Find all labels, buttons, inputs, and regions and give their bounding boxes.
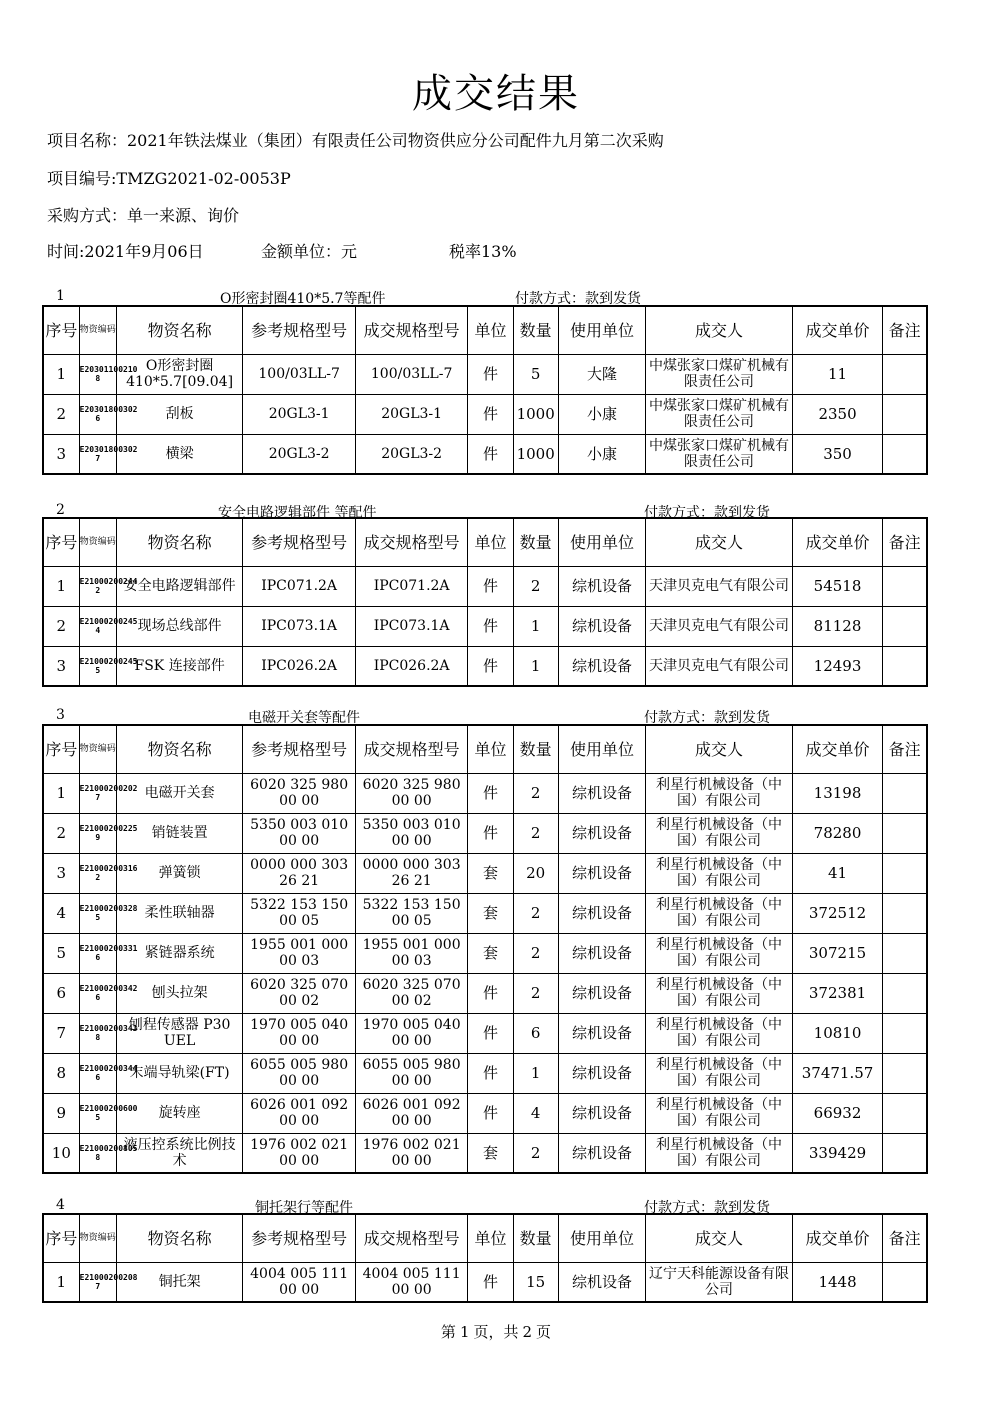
header-price: 成交单价 — [792, 306, 882, 354]
cell-name: 刮板 — [116, 394, 243, 434]
cell-user-unit: 综机设备 — [558, 853, 645, 893]
cell-name: 液压控系统比例技术 — [116, 1133, 243, 1173]
cell-unit: 件 — [468, 606, 513, 646]
cell-unit: 套 — [468, 893, 513, 933]
cell-code: E21000200342 6 — [79, 973, 116, 1013]
cell-supplier: 利星行机械设备（中国）有限公司 — [646, 973, 793, 1013]
cell-deal-spec: 100/03LL-7 — [355, 354, 468, 394]
header-deal-spec: 成交规格型号 — [355, 518, 468, 566]
cell-price: 339429 — [792, 1133, 882, 1173]
header-unit: 单位 — [468, 1214, 513, 1262]
header-name: 物资名称 — [116, 518, 243, 566]
cell-price: 37471.57 — [792, 1053, 882, 1093]
cell-qty: 1 — [513, 646, 558, 686]
header-name: 物资名称 — [116, 306, 243, 354]
header-user-unit: 使用单位 — [558, 306, 645, 354]
cell-code: E21000200344 6 — [79, 1053, 116, 1093]
cell-qty: 2 — [513, 1133, 558, 1173]
group-number: 2 — [56, 502, 65, 518]
group-number: 1 — [56, 288, 65, 304]
cell-price: 66932 — [792, 1093, 882, 1133]
time-line — [47, 239, 517, 262]
table-row — [43, 853, 927, 893]
cell-remark — [883, 813, 927, 853]
cell-deal-spec: 5322 153 150 00 05 — [355, 893, 468, 933]
cell-deal-spec: IPC026.2A — [355, 646, 468, 686]
cell-unit: 件 — [468, 773, 513, 813]
cell-supplier: 利星行机械设备（中国）有限公司 — [646, 1133, 793, 1173]
cell-user-unit: 小康 — [558, 434, 645, 474]
header-deal-spec: 成交规格型号 — [355, 306, 468, 354]
cell-supplier: 利星行机械设备（中国）有限公司 — [646, 1013, 793, 1053]
cell-remark — [883, 394, 927, 434]
cell-code: E21000200245 5 — [79, 646, 116, 686]
cell-user-unit: 综机设备 — [558, 1262, 645, 1302]
payment-method: 付款方式：款到发货 — [644, 505, 770, 521]
cell-ref-spec: 6026 001 092 00 00 — [243, 1093, 356, 1133]
cell-name: 刨程传感器 P30 UEL — [116, 1013, 243, 1053]
cell-ref-spec: IPC071.2A — [243, 566, 356, 606]
cell-qty: 1000 — [513, 434, 558, 474]
cell-remark — [883, 1093, 927, 1133]
cell-code: E21000200225 9 — [79, 813, 116, 853]
cell-price: 13198 — [792, 773, 882, 813]
group-number: 3 — [56, 707, 65, 723]
cell-remark — [883, 1013, 927, 1053]
cell-unit: 套 — [468, 933, 513, 973]
cell-user-unit: 综机设备 — [558, 773, 645, 813]
cell-ref-spec: IPC026.2A — [243, 646, 356, 686]
cell-seq: 3 — [43, 434, 79, 474]
header-supplier: 成交人 — [646, 725, 793, 773]
page-current: 1 — [459, 1323, 470, 1341]
cell-deal-spec: 20GL3-1 — [355, 394, 468, 434]
cell-code: E21000200328 5 — [79, 893, 116, 933]
cell-ref-spec: 4004 005 111 00 00 — [243, 1262, 356, 1302]
cell-name: 铜托架 — [116, 1262, 243, 1302]
cell-code: E20301100210 8 — [79, 354, 116, 394]
cell-seq: 7 — [43, 1013, 79, 1053]
table-row — [43, 606, 927, 646]
amount-unit: 金额单位：元 — [261, 242, 358, 261]
cell-user-unit: 综机设备 — [558, 606, 645, 646]
group-title: 铜托架行等配件 — [255, 1200, 353, 1216]
cell-seq: 1 — [43, 354, 79, 394]
header-remark: 备注 — [883, 725, 927, 773]
group-number: 4 — [56, 1197, 65, 1213]
cell-deal-spec: 1955 001 000 00 03 — [355, 933, 468, 973]
cell-remark — [883, 354, 927, 394]
group-title: O形密封圈410*5.7等配件 — [220, 291, 386, 307]
header-price: 成交单价 — [792, 518, 882, 566]
cell-unit: 件 — [468, 354, 513, 394]
cell-deal-spec: 0000 000 303 26 21 — [355, 853, 468, 893]
cell-qty: 5 — [513, 354, 558, 394]
table-row — [43, 933, 927, 973]
header-unit: 单位 — [468, 306, 513, 354]
cell-deal-spec: 1976 002 021 00 00 — [355, 1133, 468, 1173]
cell-remark — [883, 434, 927, 474]
cell-supplier: 利星行机械设备（中国）有限公司 — [646, 813, 793, 853]
cell-price: 1448 — [792, 1262, 882, 1302]
cell-supplier: 中煤张家口煤矿机械有限责任公司 — [646, 434, 793, 474]
header-code: 物资编码 — [79, 725, 116, 773]
header-seq: 序号 — [43, 518, 79, 566]
cell-deal-spec: 20GL3-2 — [355, 434, 468, 474]
cell-code: E21000200202 7 — [79, 773, 116, 813]
table-row — [43, 1013, 927, 1053]
cell-ref-spec: IPC073.1A — [243, 606, 356, 646]
cell-deal-spec: 1970 005 040 00 00 — [355, 1013, 468, 1053]
cell-remark — [883, 933, 927, 973]
cell-code: E20301800302 6 — [79, 394, 116, 434]
cell-name: 刨头拉架 — [116, 973, 243, 1013]
cell-user-unit: 小康 — [558, 394, 645, 434]
cell-code: E21000200208 7 — [79, 1262, 116, 1302]
cell-remark — [883, 893, 927, 933]
cell-code: E20301800302 7 — [79, 434, 116, 474]
cell-unit: 套 — [468, 853, 513, 893]
cell-price: 78280 — [792, 813, 882, 853]
table-row — [43, 773, 927, 813]
date: 时间:2021年9月06日 — [47, 242, 204, 261]
table-row — [43, 813, 927, 853]
cell-qty: 1 — [513, 606, 558, 646]
cell-user-unit: 综机设备 — [558, 646, 645, 686]
cell-name: 末端导轨梁(FT) — [116, 1053, 243, 1093]
table-row — [43, 566, 927, 606]
header-supplier: 成交人 — [646, 518, 793, 566]
group-title: 电磁开关套等配件 — [248, 710, 360, 726]
header-seq: 序号 — [43, 306, 79, 354]
header-remark: 备注 — [883, 1214, 927, 1262]
cell-unit: 件 — [468, 394, 513, 434]
header-ref-spec: 参考规格型号 — [243, 1214, 356, 1262]
cell-remark — [883, 1262, 927, 1302]
result-table — [42, 1213, 928, 1303]
cell-price: 11 — [792, 354, 882, 394]
cell-code: E21000200331 6 — [79, 933, 116, 973]
cell-code: E21000200805 8 — [79, 1133, 116, 1173]
group-title: 安全电路逻辑部件 等配件 — [218, 505, 377, 521]
cell-seq: 1 — [43, 773, 79, 813]
cell-seq: 3 — [43, 646, 79, 686]
cell-ref-spec: 1970 005 040 00 00 — [243, 1013, 356, 1053]
cell-ref-spec: 5322 153 150 00 05 — [243, 893, 356, 933]
cell-price: 41 — [792, 853, 882, 893]
cell-deal-spec: IPC073.1A — [355, 606, 468, 646]
cell-user-unit: 综机设备 — [558, 893, 645, 933]
cell-seq: 1 — [43, 566, 79, 606]
header-code: 物资编码 — [79, 306, 116, 354]
header-supplier: 成交人 — [646, 1214, 793, 1262]
cell-code: E21000200244 2 — [79, 566, 116, 606]
cell-supplier: 利星行机械设备（中国）有限公司 — [646, 1053, 793, 1093]
cell-unit: 套 — [468, 1133, 513, 1173]
cell-qty: 15 — [513, 1262, 558, 1302]
cell-qty: 2 — [513, 893, 558, 933]
cell-ref-spec: 1976 002 021 00 00 — [243, 1133, 356, 1173]
cell-price: 81128 — [792, 606, 882, 646]
cell-seq: 4 — [43, 893, 79, 933]
cell-remark — [883, 853, 927, 893]
header-qty: 数量 — [513, 518, 558, 566]
header-code: 物资编码 — [79, 1214, 116, 1262]
cell-code: E21000200343 8 — [79, 1013, 116, 1053]
cell-price: 10810 — [792, 1013, 882, 1053]
cell-ref-spec: 6020 325 070 00 02 — [243, 973, 356, 1013]
header-deal-spec: 成交规格型号 — [355, 1214, 468, 1262]
cell-price: 372381 — [792, 973, 882, 1013]
table-row — [43, 354, 927, 394]
cell-price: 12493 — [792, 646, 882, 686]
cell-unit: 件 — [468, 1262, 513, 1302]
cell-unit: 件 — [468, 1013, 513, 1053]
header-seq: 序号 — [43, 725, 79, 773]
header-ref-spec: 参考规格型号 — [243, 306, 356, 354]
cell-supplier: 中煤张家口煤矿机械有限责任公司 — [646, 354, 793, 394]
cell-qty: 2 — [513, 973, 558, 1013]
header-remark: 备注 — [883, 518, 927, 566]
table-header — [43, 725, 927, 773]
cell-remark — [883, 1133, 927, 1173]
payment-method: 付款方式：款到发货 — [515, 291, 641, 307]
cell-qty: 20 — [513, 853, 558, 893]
header-supplier: 成交人 — [646, 306, 793, 354]
cell-supplier: 利星行机械设备（中国）有限公司 — [646, 933, 793, 973]
cell-unit: 件 — [468, 434, 513, 474]
table-header — [43, 518, 927, 566]
cell-remark — [883, 973, 927, 1013]
cell-user-unit: 综机设备 — [558, 1093, 645, 1133]
payment-method: 付款方式：款到发货 — [644, 710, 770, 726]
cell-deal-spec: 6020 325 070 00 02 — [355, 973, 468, 1013]
cell-user-unit: 大隆 — [558, 354, 645, 394]
cell-supplier: 利星行机械设备（中国）有限公司 — [646, 893, 793, 933]
cell-deal-spec: 6055 005 980 00 00 — [355, 1053, 468, 1093]
cell-name: 旋转座 — [116, 1093, 243, 1133]
cell-user-unit: 综机设备 — [558, 1013, 645, 1053]
cell-seq: 5 — [43, 933, 79, 973]
cell-user-unit: 综机设备 — [558, 813, 645, 853]
cell-seq: 2 — [43, 394, 79, 434]
cell-unit: 件 — [468, 566, 513, 606]
cell-remark — [883, 566, 927, 606]
result-table — [42, 724, 928, 1174]
cell-ref-spec: 6055 005 980 00 00 — [243, 1053, 356, 1093]
cell-qty: 2 — [513, 773, 558, 813]
header-name: 物资名称 — [116, 1214, 243, 1262]
cell-supplier: 天津贝克电气有限公司 — [646, 606, 793, 646]
cell-qty: 2 — [513, 566, 558, 606]
table-row — [43, 973, 927, 1013]
table-row — [43, 1133, 927, 1173]
cell-name: 电磁开关套 — [116, 773, 243, 813]
header-code: 物资编码 — [79, 518, 116, 566]
result-table — [42, 305, 928, 475]
cell-unit: 件 — [468, 1093, 513, 1133]
cell-ref-spec: 1955 001 000 00 03 — [243, 933, 356, 973]
cell-price: 2350 — [792, 394, 882, 434]
cell-deal-spec: 6026 001 092 00 00 — [355, 1093, 468, 1133]
cell-qty: 1000 — [513, 394, 558, 434]
cell-price: 350 — [792, 434, 882, 474]
cell-price: 307215 — [792, 933, 882, 973]
header-qty: 数量 — [513, 725, 558, 773]
cell-unit: 件 — [468, 646, 513, 686]
cell-supplier: 天津贝克电气有限公司 — [646, 566, 793, 606]
table-header — [43, 306, 927, 354]
page-title: 成交结果 — [412, 71, 580, 117]
header-unit: 单位 — [468, 725, 513, 773]
cell-remark — [883, 1053, 927, 1093]
cell-user-unit: 综机设备 — [558, 933, 645, 973]
cell-user-unit: 综机设备 — [558, 973, 645, 1013]
header-ref-spec: 参考规格型号 — [243, 518, 356, 566]
header-price: 成交单价 — [792, 1214, 882, 1262]
project-number: 项目编号:TMZG2021-02-0053P — [47, 169, 291, 188]
cell-deal-spec: 6020 325 980 00 00 — [355, 773, 468, 813]
tax-rate: 税率13% — [449, 242, 517, 261]
table-row — [43, 893, 927, 933]
table-row — [43, 646, 927, 686]
result-table — [42, 517, 928, 687]
payment-method: 付款方式：款到发货 — [644, 1200, 770, 1216]
cell-supplier: 利星行机械设备（中国）有限公司 — [646, 773, 793, 813]
page-footer: 第 1 页，共 2 页 — [440, 1323, 552, 1341]
cell-qty: 1 — [513, 1053, 558, 1093]
cell-qty: 2 — [513, 813, 558, 853]
cell-remark — [883, 646, 927, 686]
cell-seq: 1 — [43, 1262, 79, 1302]
cell-deal-spec: 5350 003 010 00 00 — [355, 813, 468, 853]
header-unit: 单位 — [468, 518, 513, 566]
cell-ref-spec: 20GL3-1 — [243, 394, 356, 434]
header-deal-spec: 成交规格型号 — [355, 725, 468, 773]
cell-ref-spec: 0000 000 303 26 21 — [243, 853, 356, 893]
header-price: 成交单价 — [792, 725, 882, 773]
project-name: 项目名称：2021年铁法煤业（集团）有限责任公司物资供应分公司配件九月第二次采购 — [47, 131, 664, 150]
cell-name: 安全电路逻辑部件 — [116, 566, 243, 606]
cell-seq: 10 — [43, 1133, 79, 1173]
cell-user-unit: 综机设备 — [558, 566, 645, 606]
cell-supplier: 辽宁天科能源设备有限公司 — [646, 1262, 793, 1302]
cell-price: 54518 — [792, 566, 882, 606]
table-row — [43, 394, 927, 434]
cell-remark — [883, 606, 927, 646]
table-row — [43, 1262, 927, 1302]
cell-deal-spec: IPC071.2A — [355, 566, 468, 606]
cell-qty: 2 — [513, 933, 558, 973]
cell-code: E21000200245 4 — [79, 606, 116, 646]
header-user-unit: 使用单位 — [558, 518, 645, 566]
header-seq: 序号 — [43, 1214, 79, 1262]
cell-name: 弹簧锁 — [116, 853, 243, 893]
cell-seq: 8 — [43, 1053, 79, 1093]
cell-name: 现场总线部件 — [116, 606, 243, 646]
cell-unit: 件 — [468, 1053, 513, 1093]
cell-seq: 6 — [43, 973, 79, 1013]
cell-name: 销链装置 — [116, 813, 243, 853]
header-ref-spec: 参考规格型号 — [243, 725, 356, 773]
cell-user-unit: 综机设备 — [558, 1053, 645, 1093]
table-row — [43, 434, 927, 474]
cell-code: E21000200316 2 — [79, 853, 116, 893]
table-row — [43, 1053, 927, 1093]
table-header — [43, 1214, 927, 1262]
cell-name: 横梁 — [116, 434, 243, 474]
header-name: 物资名称 — [116, 725, 243, 773]
cell-name: 柔性联轴器 — [116, 893, 243, 933]
cell-ref-spec: 6020 325 980 00 00 — [243, 773, 356, 813]
cell-supplier: 中煤张家口煤矿机械有限责任公司 — [646, 394, 793, 434]
cell-name: FSK 连接部件 — [116, 646, 243, 686]
cell-seq: 9 — [43, 1093, 79, 1133]
cell-unit: 件 — [468, 813, 513, 853]
cell-unit: 件 — [468, 973, 513, 1013]
cell-remark — [883, 773, 927, 813]
cell-ref-spec: 20GL3-2 — [243, 434, 356, 474]
cell-supplier: 利星行机械设备（中国）有限公司 — [646, 1093, 793, 1133]
header-qty: 数量 — [513, 1214, 558, 1262]
purchase-method: 采购方式：单一来源、询价 — [47, 206, 240, 225]
cell-user-unit: 综机设备 — [558, 1133, 645, 1173]
cell-qty: 4 — [513, 1093, 558, 1133]
cell-seq: 2 — [43, 813, 79, 853]
cell-code: E21000200600 5 — [79, 1093, 116, 1133]
cell-name: 紧链器系统 — [116, 933, 243, 973]
cell-ref-spec: 100/03LL-7 — [243, 354, 356, 394]
cell-seq: 2 — [43, 606, 79, 646]
cell-price: 372512 — [792, 893, 882, 933]
cell-supplier: 利星行机械设备（中国）有限公司 — [646, 853, 793, 893]
header-user-unit: 使用单位 — [558, 725, 645, 773]
header-user-unit: 使用单位 — [558, 1214, 645, 1262]
cell-supplier: 天津贝克电气有限公司 — [646, 646, 793, 686]
cell-ref-spec: 5350 003 010 00 00 — [243, 813, 356, 853]
header-qty: 数量 — [513, 306, 558, 354]
page-total: 2 — [522, 1323, 533, 1341]
cell-name: O形密封圈410*5.7[09.04] — [116, 354, 243, 394]
cell-seq: 3 — [43, 853, 79, 893]
cell-deal-spec: 4004 005 111 00 00 — [355, 1262, 468, 1302]
table-row — [43, 1093, 927, 1133]
header-remark: 备注 — [883, 306, 927, 354]
cell-qty: 6 — [513, 1013, 558, 1053]
